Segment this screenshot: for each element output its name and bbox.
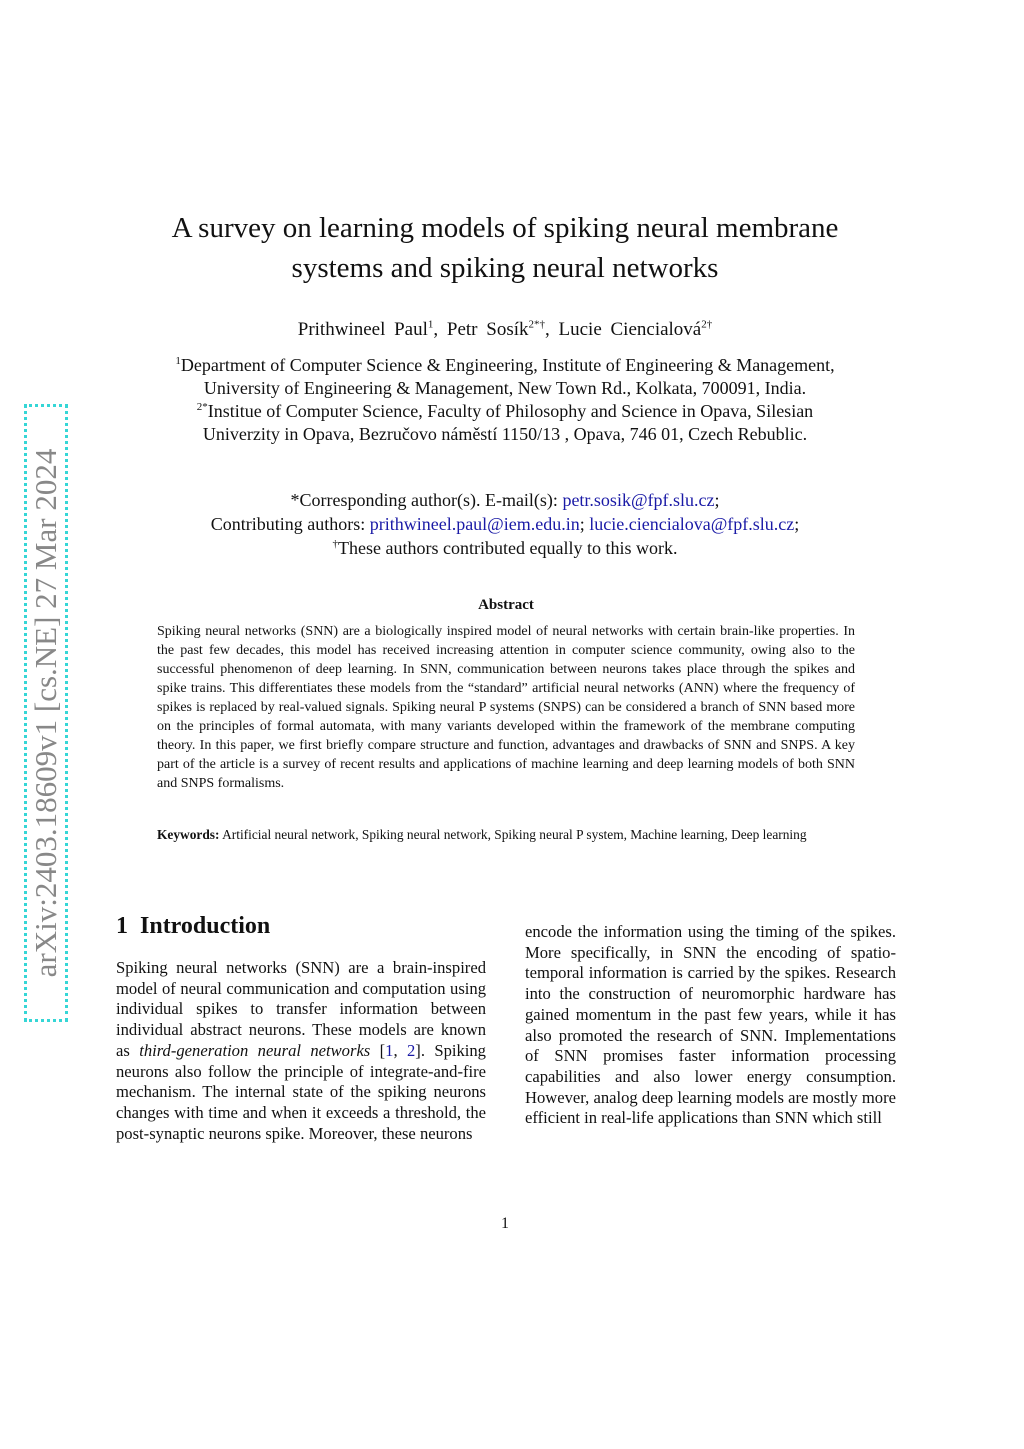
contact-info <box>120 488 890 560</box>
paper-title <box>120 208 890 288</box>
body-text: , <box>393 1040 407 1060</box>
title-line-2: systems and spiking neural networks <box>291 252 719 284</box>
author-affiliation-mark: 2† <box>701 318 713 331</box>
intro-right-column: encode the information using the timing of the spikes. More specifically, in SNN the encoding of spatio-temporal information is carried by the spikes. Research into the construction of neuromorphic hardware has gained momentum in the past few years, while it has also promoted the research of SNN. Implementations of SNN promises faster information processing capabilities and also lower energy consumption. However, analog deep learning models are mostly more efficient in real-life applications than SNN which still <box>525 922 896 1128</box>
body-text: Spiking neural networks (SNN) are a brain-inspired model of neural communication and computation using individual spikes to transfer information between individual abstract neurons. These models are known as <box>116 958 486 1060</box>
citation-link[interactable]: 1 <box>385 1040 394 1060</box>
corresponding-author-line <box>120 488 890 512</box>
contributor-email-link[interactable]: lucie.ciencialova@fpf.slu.cz <box>589 514 795 534</box>
affiliation-text: Department of Computer Science & Engineering, Institute of Engineering & Management, <box>180 355 835 375</box>
author-name: Petr Sosík <box>446 319 529 340</box>
abstract-text: Spiking neural networks (SNN) are a biologically inspired model of neural networks with certain brain-like properties. In the past few decades, this model has received increasing attention in computer science community, owing also to the successful phenomenon of deep learning. In SNN, communication between neurons takes place through the spikes and spike trains. This differentiates these models from the “standard” artificial neural networks (ANN) where the frequency of spikes is replaced by real-valued signals. Spiking neural P systems (SNPS) can be considered a branch of SNN based more on the principles of formal automata, with many variants developed within the framework of the membrane computing theory. In this paper, we first briefly compare structure and function, advantages and drawbacks of SNN and SNPS. A key part of the article is a survey of recent results and applications of machine learning and deep learning models of both SNN and SNPS formalisms. <box>157 624 855 791</box>
affiliation-mark: 1 <box>175 355 181 367</box>
affiliation-text: Institue of Computer Science, Faculty of Philosophy and Science in Opava, Silesian <box>207 401 814 421</box>
contributing-label: Contributing authors: <box>210 514 370 534</box>
equal-contribution-note <box>120 536 890 560</box>
corresponding-label: *Corresponding author(s). E-mail(s): <box>290 490 563 510</box>
author-separator: , <box>433 319 447 340</box>
contributor-email-link[interactable]: prithwineel.paul@iem.edu.in <box>369 514 580 534</box>
punctuation: ; <box>714 490 720 510</box>
equal-contribution-text: These authors contributed equally to this work. <box>338 538 678 558</box>
affiliation-mark: 2* <box>196 401 208 413</box>
arxiv-stamp <box>24 404 68 1022</box>
abstract-heading: Abstract <box>478 597 534 613</box>
arxiv-identifier[interactable]: arXiv:2403.18609v1 [cs.NE] 27 Mar 2024 <box>28 448 63 978</box>
page-number: 1 <box>501 1215 509 1232</box>
title-line-1: A survey on learning models of spiking neural membrane <box>171 212 839 244</box>
author-name: Lucie Ciencialová <box>558 319 702 340</box>
section-heading-introduction <box>116 913 270 940</box>
affiliation-2-line-2: Univerzity in Opava, Bezručovo náměstí 1150/13 , Opava, 746 01, Czech Rebublic. <box>202 424 808 444</box>
author-name: Prithwineel Paul <box>297 319 428 340</box>
intro-left-column <box>116 958 486 1144</box>
keywords-text: Artificial neural network, Spiking neural network, Spiking neural P system, Machine learning, Deep learning <box>219 827 807 842</box>
body-text: [ <box>370 1040 386 1060</box>
dagger-mark: † <box>332 538 339 550</box>
section-title: Introduction <box>140 913 271 939</box>
affiliations <box>120 354 890 446</box>
affiliation-1-line-2: University of Engineering & Management, New Town Rd., Kolkata, 700091, India. <box>203 378 807 398</box>
citation-link[interactable]: 2 <box>407 1040 416 1060</box>
author-separator: , <box>545 319 559 340</box>
author-affiliation-mark: 1 <box>427 318 434 331</box>
affiliation-2-line-1 <box>120 400 890 423</box>
italic-term: third-generation neural networks <box>139 1040 371 1060</box>
punctuation: ; <box>794 514 800 534</box>
body-text: ]. Spiking neurons also follow the principle of integrate-and-fire mechanism. The internal state of the spiking neurons changes with time and when it exceeds a threshold, the post-synaptic neurons spike. Moreover, these neurons <box>116 1040 486 1143</box>
keywords-label: Keywords: <box>157 827 220 842</box>
contributing-authors-line <box>120 512 890 536</box>
keywords <box>157 826 855 844</box>
corresponding-email-link[interactable]: petr.sosik@fpf.slu.cz <box>562 490 715 510</box>
author-list <box>120 317 890 343</box>
author-affiliation-mark: 2*† <box>528 318 545 331</box>
affiliation-1-line-1 <box>120 354 890 377</box>
punctuation: ; <box>579 514 590 534</box>
section-number: 1 <box>116 913 128 939</box>
